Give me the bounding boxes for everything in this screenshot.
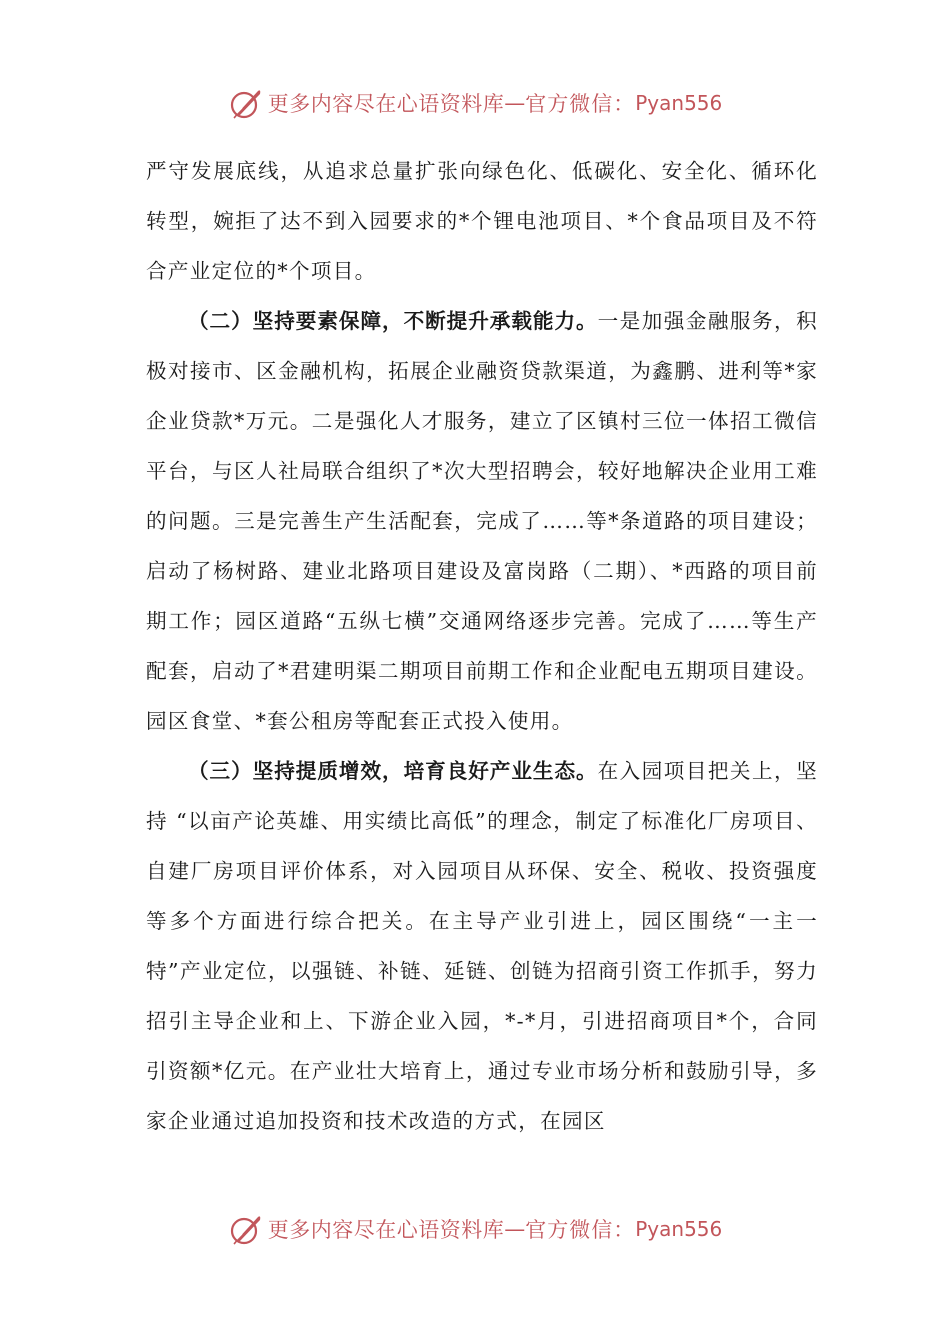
document-body: [146, 146, 818, 1146]
paragraph-body: 在入园项目把关上，坚持 “以亩产论英雄、用实绩比高低”的理念，制定了标准化厂房项目、自建厂房项目评价体系，对入园项目从环保、安全、税收、投资强度等多个方面进行综合把关。在主导产业引进上，园区围绕“一主一特”产业定位，以强链、补链、延链、创链为招商引资工作抓手，努力招引主导企业和上、下游企业入园，*-*月，引进招商项目*个，合同引资额*亿元。在产业壮大培育上，通过专业市场分析和鼓励引导，多家企业通过追加投资和技术改造的方式，在园区: [146, 759, 819, 1133]
quill-pen-icon: [228, 85, 264, 121]
banner-wechat-id: Pyan556: [635, 1217, 723, 1241]
banner-dash: —: [504, 91, 526, 115]
paragraph-body: 一是加强金融服务，积极对接市、区金融机构，拓展企业融资贷款渠道，为鑫鹏、进利等*家企业贷款*万元。二是强化人才服务，建立了区镇村三位一体招工微信平台，与区人社局联合组织了*次大型招聘会，较好地解决企业用工难的问题。三是完善生产生活配套，完成了……等*条道路的项目建设；启动了杨树路、建业北路项目建设及富岗路（二期）、*西路的项目前期工作；园区道路“五纵七横”交通网络逐步完善。完成了……等生产配套，启动了*君建明渠二期项目前期工作和企业配电五期项目建设。园区食堂、*套公租房等配套正式投入使用。: [146, 309, 819, 733]
paragraph-section-3: [146, 746, 818, 1146]
banner-brand-text: 更多内容尽在心语资料库: [267, 92, 505, 116]
banner-wechat-label: 官方微信：: [525, 92, 636, 116]
section-heading: （三）坚持提质增效，培育良好产业生态。: [188, 759, 598, 783]
paragraph-continuation: [146, 146, 818, 296]
paragraph-section-2: [146, 296, 818, 746]
header-banner: [0, 83, 950, 123]
quill-pen-icon: [228, 1211, 264, 1247]
banner-brand-text: 更多内容尽在心语资料库: [267, 1218, 505, 1242]
banner-dash: —: [504, 1217, 526, 1241]
banner-wechat-id: Pyan556: [635, 91, 723, 115]
banner-wechat-label: 官方微信：: [525, 1218, 636, 1242]
paragraph-body: 严守发展底线，从追求总量扩张向绿色化、低碳化、安全化、循环化转型，婉拒了达不到入园要求的*个锂电池项目、*个食品项目及不符合产业定位的*个项目。: [146, 159, 818, 283]
section-heading: （二）坚持要素保障，不断提升承载能力。: [188, 309, 598, 333]
footer-banner: [0, 1209, 950, 1249]
